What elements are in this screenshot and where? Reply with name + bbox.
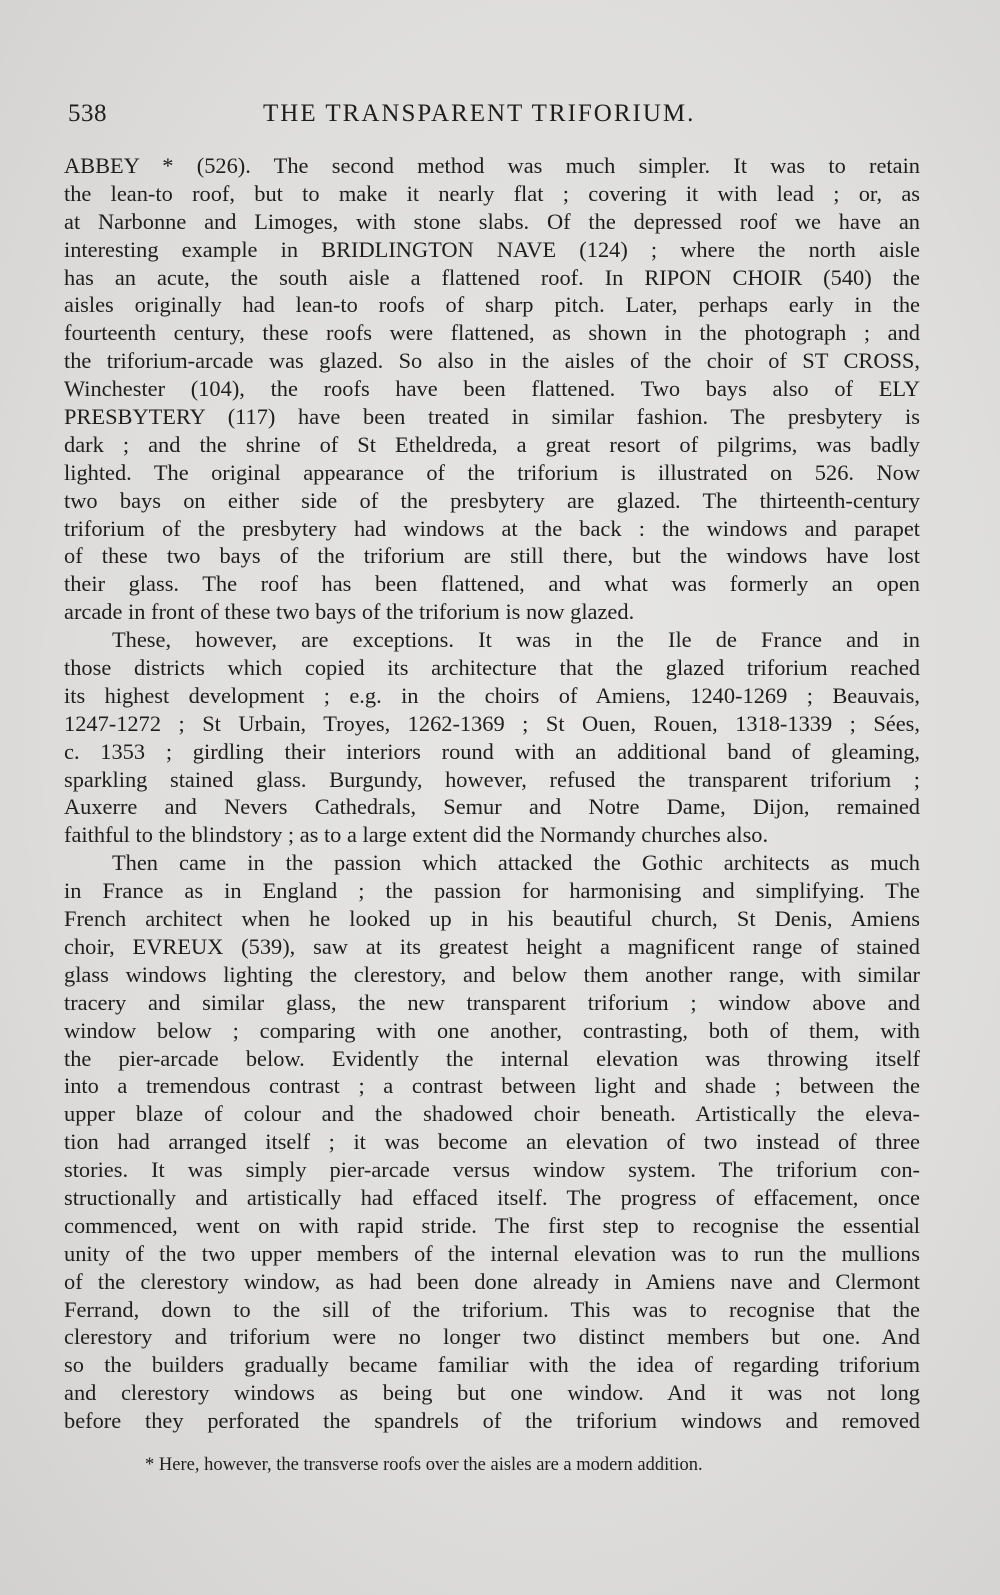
text-line: commenced, went on with rapid stride. The first step to recognise the essential <box>64 1212 920 1238</box>
text-line: Then came in the passion which attacked the Gothic architects as much <box>112 850 920 876</box>
text-line: aisles originally had lean-to roofs of sharp pitch. Later, perhaps early in the <box>64 292 920 318</box>
text-line: choir, EVREUX (539), saw at its greatest height a magnificent range of stained <box>64 933 920 959</box>
text-line: French architect when he looked up in his beautiful church, St Denis, Amiens <box>64 906 920 932</box>
text-line: sparkling stained glass. Burgundy, however, refused the transparent triforium ; <box>64 766 920 792</box>
text-line: before they perforated the spandrels of the triforium windows and removed <box>64 1408 920 1434</box>
text-line: Ferrand, down to the sill of the triforium. This was to recognise that the <box>64 1296 920 1322</box>
text-line: those districts which copied its architecture that the glazed triforium reached <box>64 655 920 681</box>
text-line: dark ; and the shrine of St Etheldreda, a great resort of pilgrims, was badly <box>64 431 920 457</box>
text-line: upper blaze of colour and the shadowed choir beneath. Artistically the eleva- <box>64 1101 920 1127</box>
text-line: the lean-to roof, but to make it nearly flat ; covering it with lead ; or, as <box>64 180 920 206</box>
text-line: Winchester (104), the roofs have been flattened. Two bays also of ELY <box>64 376 920 402</box>
text-line: 1247-1272 ; St Urbain, Troyes, 1262-1369 ; St Ouen, Rouen, 1318-1339 ; Sées, <box>64 710 920 736</box>
text-line: arcade in front of these two bays of the triforium is now glazed. <box>64 599 635 625</box>
text-line: so the builders gradually became familiar with the idea of regarding triforium <box>64 1352 920 1378</box>
text-line: triforium of the presbytery had windows at the back : the windows and parapet <box>64 515 920 541</box>
text-line: Auxerre and Nevers Cathedrals, Semur and Notre Dame, Dijon, remained <box>64 794 920 820</box>
text-line: glass windows lighting the clerestory, and below them another range, with similar <box>64 961 920 987</box>
text-line: These, however, are exceptions. It was in the Ile de France and in <box>112 627 920 653</box>
text-line: of these two bays of the triforium are still there, but the windows have lost <box>64 543 920 569</box>
text-line: interesting example in BRIDLINGTON NAVE (124) ; where the north aisle <box>64 236 920 262</box>
text-line: of the clerestory window, as had been done already in Amiens nave and Clermont <box>64 1268 920 1294</box>
body-text <box>64 152 920 1435</box>
text-line: its highest development ; e.g. in the choirs of Amiens, 1240-1269 ; Beauvais, <box>64 682 920 708</box>
text-line: ABBEY * (526). The second method was much simpler. It was to retain <box>64 153 920 178</box>
text-line: their glass. The roof has been flattened, and what was formerly an open <box>64 571 920 597</box>
text-line: unity of the two upper members of the internal elevation was to run the mullions <box>64 1240 920 1266</box>
text-line: the triforium-arcade was glazed. So also in the aisles of the choir of ST CROSS, <box>64 348 920 374</box>
text-line: PRESBYTERY (117) have been treated in similar fashion. The presbytery is <box>64 404 920 430</box>
text-line: has an acute, the south aisle a flattened roof. In RIPON CHOIR (540) the <box>64 264 920 290</box>
text-line: c. 1353 ; girdling their interiors round with an additional band of gleaming, <box>64 738 920 764</box>
running-header <box>68 100 928 140</box>
text-line: stories. It was simply pier-arcade versus window system. The triforium con- <box>64 1157 920 1183</box>
text-line: clerestory and triforium were no longer two distinct members but one. And <box>64 1324 920 1350</box>
text-line: at Narbonne and Limoges, with stone slabs. Of the depressed roof we have an <box>64 208 920 234</box>
text-line: fourteenth century, these roofs were flattened, as shown in the photograph ; and <box>64 320 920 346</box>
text-line: tion had arranged itself ; it was become an elevation of two instead of three <box>64 1129 920 1155</box>
running-title: THE TRANSPARENT TRIFORIUM. <box>263 100 696 127</box>
text-line: tracery and similar glass, the new transparent triforium ; window above and <box>64 989 920 1015</box>
text-line: in France as in England ; the passion for harmonising and simplifying. The <box>64 878 920 904</box>
footnote: * Here, however, the transverse roofs over the aisles are a modern addition. <box>145 1455 703 1475</box>
text-line: the pier-arcade below. Evidently the internal elevation was throwing itself <box>64 1045 920 1071</box>
text-line: faithful to the blindstory ; as to a large extent did the Normandy churches also. <box>64 822 769 848</box>
text-line: and clerestory windows as being but one window. And it was not long <box>64 1380 920 1406</box>
text-line: lighted. The original appearance of the triforium is illustrated on 526. Now <box>64 459 920 485</box>
text-line: two bays on either side of the presbytery are glazed. The thirteenth-century <box>64 487 920 513</box>
text-line: into a tremendous contrast ; a contrast between light and shade ; between the <box>64 1073 920 1099</box>
page-number: 538 <box>68 100 107 127</box>
text-line: window below ; comparing with one another, contrasting, both of them, with <box>64 1017 920 1043</box>
text-line: structionally and artistically had effaced itself. The progress of effacement, once <box>64 1184 920 1210</box>
